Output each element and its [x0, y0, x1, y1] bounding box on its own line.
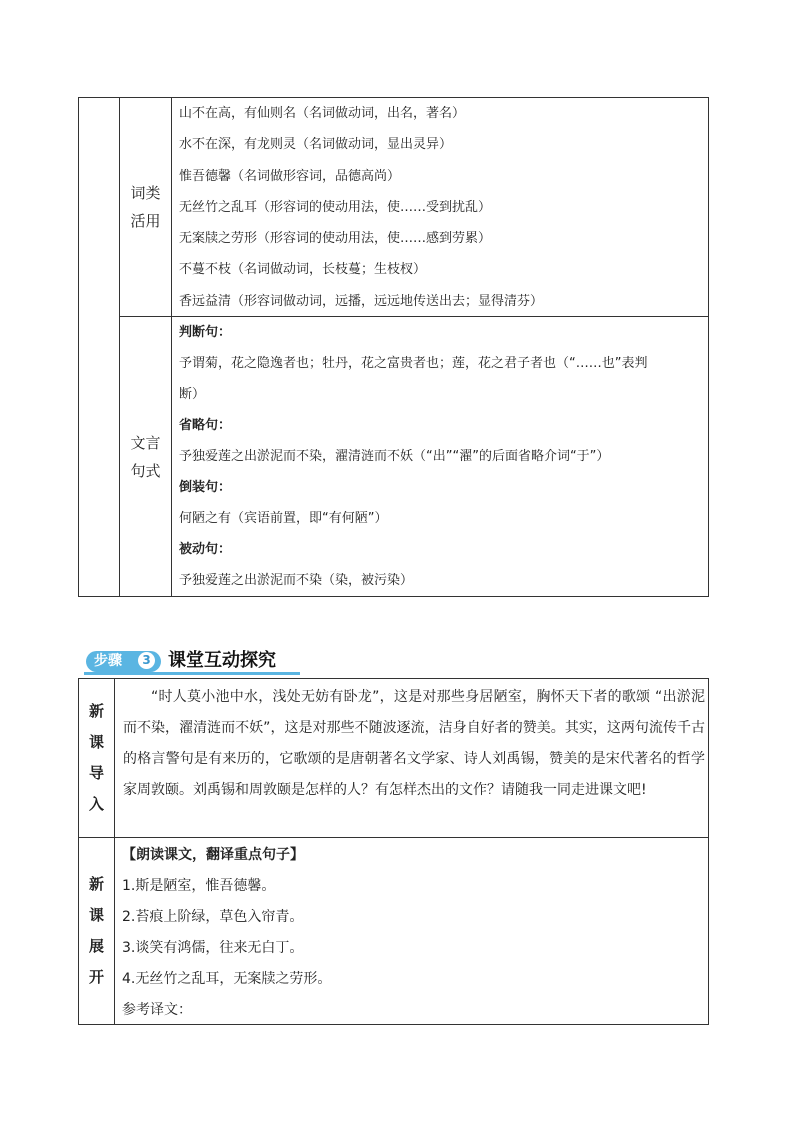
section-title: 课堂互动探究	[168, 650, 276, 671]
example-line: 予谓菊，花之隐逸者也；牡丹，花之富贵者也；莲，花之君子者也（“……也”表判	[179, 356, 648, 371]
new-lesson-body	[122, 840, 331, 1026]
grammar-summary-table	[78, 97, 709, 597]
row-header-line: 词类	[130, 184, 161, 202]
row-header	[120, 317, 172, 596]
step-number-circle: 3	[138, 652, 155, 669]
example-line: 何陋之有（宾语前置，即“有何陋”）	[179, 511, 388, 526]
example-line: 无丝竹之乱耳（形容词的使动用法，使……受到扰乱）	[179, 199, 492, 215]
table-row-sentence-patterns	[120, 317, 708, 596]
pattern-heading: 倒装句：	[179, 480, 232, 495]
table-row-new-lesson	[79, 838, 708, 1024]
table-left-merged-cell	[79, 98, 120, 596]
table-row-word-class-usage	[120, 98, 708, 317]
example-line: 予独爱莲之出淤泥而不染（染，被污染）	[179, 573, 414, 588]
example-line: 予独爱莲之出淤泥而不染，濯清涟而不妖（“出”“濯”的后面省略介词“于”）	[179, 449, 610, 464]
row-header-vertical	[79, 679, 115, 837]
table-row-introduction	[79, 679, 708, 838]
row-header-char: 开	[88, 968, 104, 986]
lesson-plan-table	[78, 678, 709, 1025]
row-header-line: 句式	[130, 461, 161, 480]
example-line: 无案牍之劳形（形容词的使动用法，使……感到劳累）	[179, 231, 492, 247]
reference-translation-label: 参考译文：	[122, 1002, 192, 1018]
pattern-heading: 判断句：	[179, 325, 232, 340]
section-title-underline	[84, 672, 300, 675]
row-header-vertical	[79, 838, 115, 1024]
key-sentence: 1.斯是陋室，惟吾德馨。	[122, 878, 276, 894]
row-header-char: 入	[88, 795, 104, 813]
row-header-char: 新	[88, 702, 104, 720]
example-line: 断）	[179, 387, 206, 402]
row-header-line: 文言	[130, 433, 161, 452]
example-line: 香远益清（形容词做动词，远播，远远地传送出去；显得清芬）	[179, 293, 544, 309]
example-line: 水不在深，有龙则灵（名词做动词，显出灵异）	[179, 137, 453, 153]
key-sentence: 3.谈笑有鸿儒，往来无白丁。	[122, 940, 304, 956]
row-header-char: 展	[88, 937, 104, 955]
task-heading: 【朗读课文，翻译重点句子】	[122, 847, 304, 863]
introduction-text: “时人莫小池中水，浅处无妨有卧龙”，这是对那些身居陋室，胸怀天下者的歌颂 “出淤泥而不染，濯清涟而不妖”，这是对那些不随波逐流，洁身自好者的赞美。其实，这两句流传千古的格言警句是有来历的，它歌颂的是唐朝著名文学家、诗人刘禹锡，赞美的是宋代著名的哲学家周敦颐。刘禹锡和周敦颐是怎样的人？有怎样杰出的文作？请随我一同走进课文吧!	[123, 689, 705, 798]
row-header-char: 导	[88, 764, 104, 782]
row-body	[172, 98, 708, 316]
example-line: 不蔓不枝（名词做动词，长枝蔓；生枝杈）	[179, 262, 427, 278]
example-line: 惟吾德馨（名词做形容词，品德高尚）	[179, 168, 401, 184]
row-header-char: 课	[88, 733, 104, 751]
row-header-line: 活用	[130, 212, 161, 230]
step-badge-label: 步骤	[94, 653, 122, 669]
example-line: 山不在高，有仙则名（名词做动词，出名，著名）	[179, 106, 466, 121]
introduction-paragraph	[123, 682, 705, 806]
key-sentence: 4.无丝竹之乱耳，无案牍之劳形。	[122, 971, 332, 987]
row-header-char: 课	[88, 906, 104, 924]
row-header	[120, 98, 172, 316]
pattern-heading: 被动句：	[179, 542, 232, 557]
row-body	[172, 317, 708, 596]
row-header-char: 新	[88, 875, 104, 893]
pattern-heading: 省略句：	[179, 418, 232, 433]
key-sentence: 2.苔痕上阶绿，草色入帘青。	[122, 909, 304, 925]
